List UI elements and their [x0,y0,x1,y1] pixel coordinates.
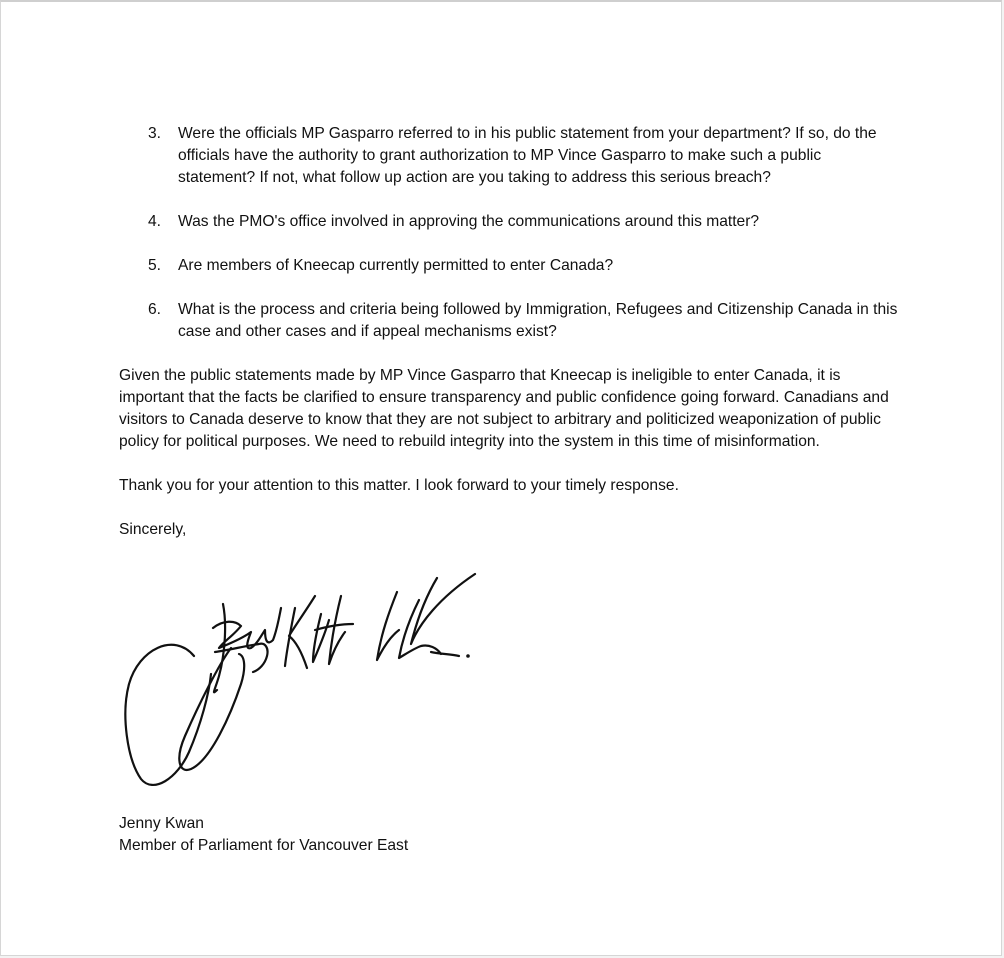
handwritten-signature [119,564,489,794]
signature-stroke [377,592,399,660]
list-item-text: Are members of Kneecap currently permitted to enter Canada? [178,257,614,274]
list-item [119,255,899,277]
signature-stroke [289,596,315,668]
signature-stroke [313,614,329,662]
list-item-number: 6. [148,301,162,318]
closing-salutation: Sincerely, [119,521,187,538]
signature-stroke [213,608,281,648]
signature-block [119,813,408,857]
signatory-name: Jenny Kwan [119,815,204,832]
list-item-text: Was the PMO's office involved in approving the communications around this matter? [178,213,760,230]
list-item-number: 4. [148,213,162,230]
list-item [119,299,899,343]
list-item-number: 5. [148,257,162,274]
signature-dot [466,654,470,658]
question-list [119,123,899,343]
list-item-number: 3. [148,125,162,142]
list-item [119,123,899,189]
list-item [119,211,899,233]
signature-stroke [431,652,459,656]
thanks-paragraph: Thank you for your attention to this matter. I look forward to your timely response. [119,477,679,494]
letter-content [119,123,899,541]
body-paragraph: Given the public statements made by MP Vince Gasparro that Kneecap is ineligible to enter Canada, it is important that the facts be clarified to ensure transparency and public confidence going forward. Canadians and visitors to Canada deserve to know that they are not subject to arbitrary and politicized weaponization of public policy for political purposes. We need to rebuild integrity into the system in this time of misinformation. [119,367,889,450]
signature-stroke [329,596,345,664]
list-item-text: What is the process and criteria being followed by Immigration, Refugees and Citizenship Canada in this case and other cases and if appeal mechanisms exist? [178,301,898,340]
signature-stroke [411,574,475,644]
list-item-text: Were the officials MP Gasparro referred to in his public statement from your department? If so, do the officials have the authority to grant authorization to MP Vince Gasparro to make such a public statement? If not, what follow up action are you taking to address this serious breach? [178,125,877,186]
signatory-title: Member of Parliament for Vancouver East [119,837,409,854]
